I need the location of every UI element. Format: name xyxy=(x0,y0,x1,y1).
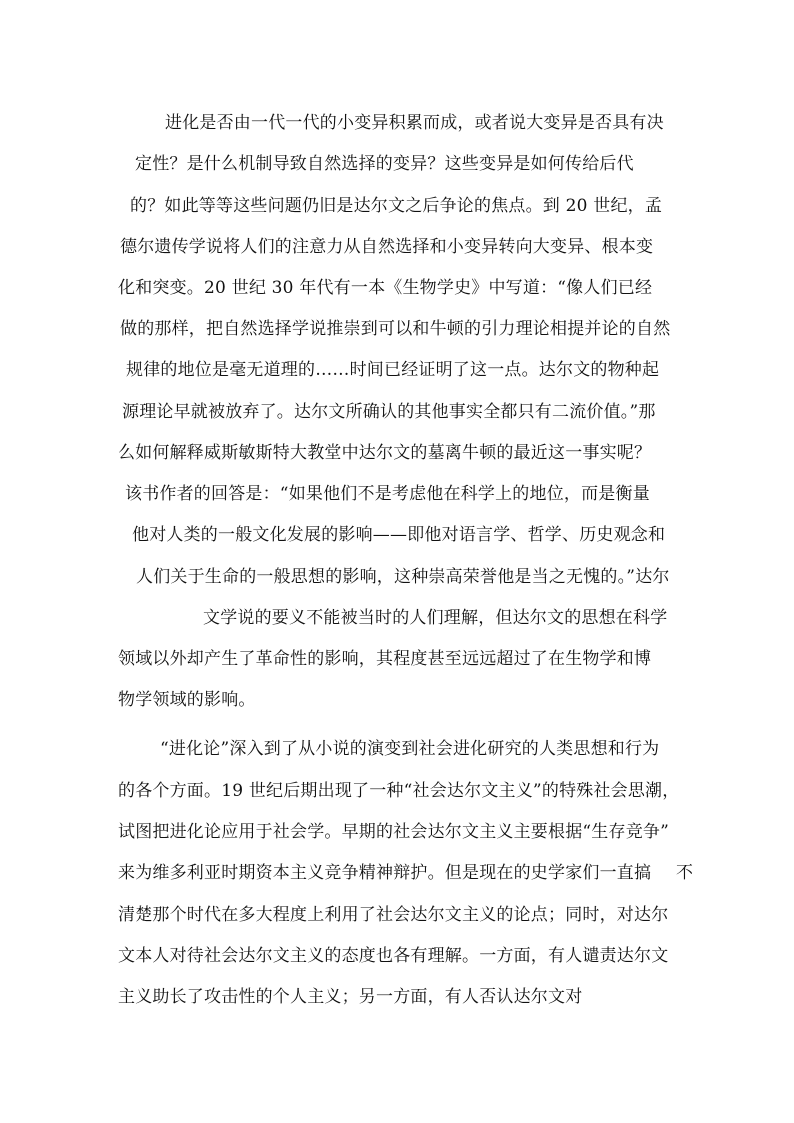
text-line: 定性？是什么机制导致自然选择的变异？这些变异是如何传给后代 xyxy=(135,154,634,174)
text-line: “进化论”深入到了从小说的演变到社会进化研究的人类思想和行为 xyxy=(160,739,660,759)
text-line: 的各个方面。19 世纪后期出现了一种“社会达尔文主义”的特殊社会思潮， xyxy=(118,781,680,801)
text-line: 人们关于生命的一般思想的影响，这种崇高荣誉他是当之无愧的。”达尔 xyxy=(136,567,670,587)
text-line: 领域以外却产生了革命性的影响，其程度甚至远远超过了在生物学和博 xyxy=(118,649,652,669)
text-line: 化和突变。20 世纪 30 年代有一本《生物学史》中写道：“像人们已经 xyxy=(118,278,653,298)
text-line: 文学说的要义不能被当时的人们理解，但达尔文的思想在科学 xyxy=(203,608,668,628)
text-line: 物学领域的影响。 xyxy=(118,690,256,710)
text-line: 主义助长了攻击性的个人主义；另一方面，有人否认达尔文对 xyxy=(118,987,583,1007)
text-line: 源理论早就被放弃了。达尔文所确认的其他事实全都只有二流价值。”那 xyxy=(122,402,656,422)
text-line: 进化是否由一代一代的小变异积累而成，或者说大变异是否具有决 xyxy=(165,113,664,133)
text-line: 规律的地位是毫无道理的……时间已经证明了这一点。达尔文的物种起 xyxy=(126,360,660,380)
text-line: 他对人类的一般文化发展的影响——即他对语言学、哲学、历史观念和 xyxy=(132,525,666,545)
text-line: 的？如此等等这些问题仍旧是达尔文之后争论的焦点。到 20 世纪，孟 xyxy=(130,196,663,216)
text-line: 不 xyxy=(676,863,694,883)
text-line: 文本人对待社会达尔文主义的态度也各有理解。一方面，有人谴责达尔文 xyxy=(118,946,669,966)
text-line: 么如何解释威斯敏斯特大教堂中达尔文的墓离牛顿的最近这一事实呢？ xyxy=(118,443,652,463)
text-line: 德尔遗传学说将人们的注意力从自然选择和小变异转向大变异、根本变 xyxy=(120,237,654,257)
text-line: 该书作者的回答是：“如果他们不是考虑他在科学上的地位，而是衡量 xyxy=(125,484,650,504)
text-line: 来为维多利亚时期资本主义竞争精神辩护。但是现在的史学家们一直搞 xyxy=(118,863,652,883)
text-line: 试图把进化论应用于社会学。早期的社会达尔文主义主要根据“生存竞争” xyxy=(118,822,669,842)
text-line: 清楚那个时代在多大程度上利用了社会达尔文主义的论点；同时，对达尔 xyxy=(118,905,669,925)
text-line: 做的那样，把自然选择学说推崇到可以和牛顿的引力理论相提并论的自然 xyxy=(120,319,671,339)
